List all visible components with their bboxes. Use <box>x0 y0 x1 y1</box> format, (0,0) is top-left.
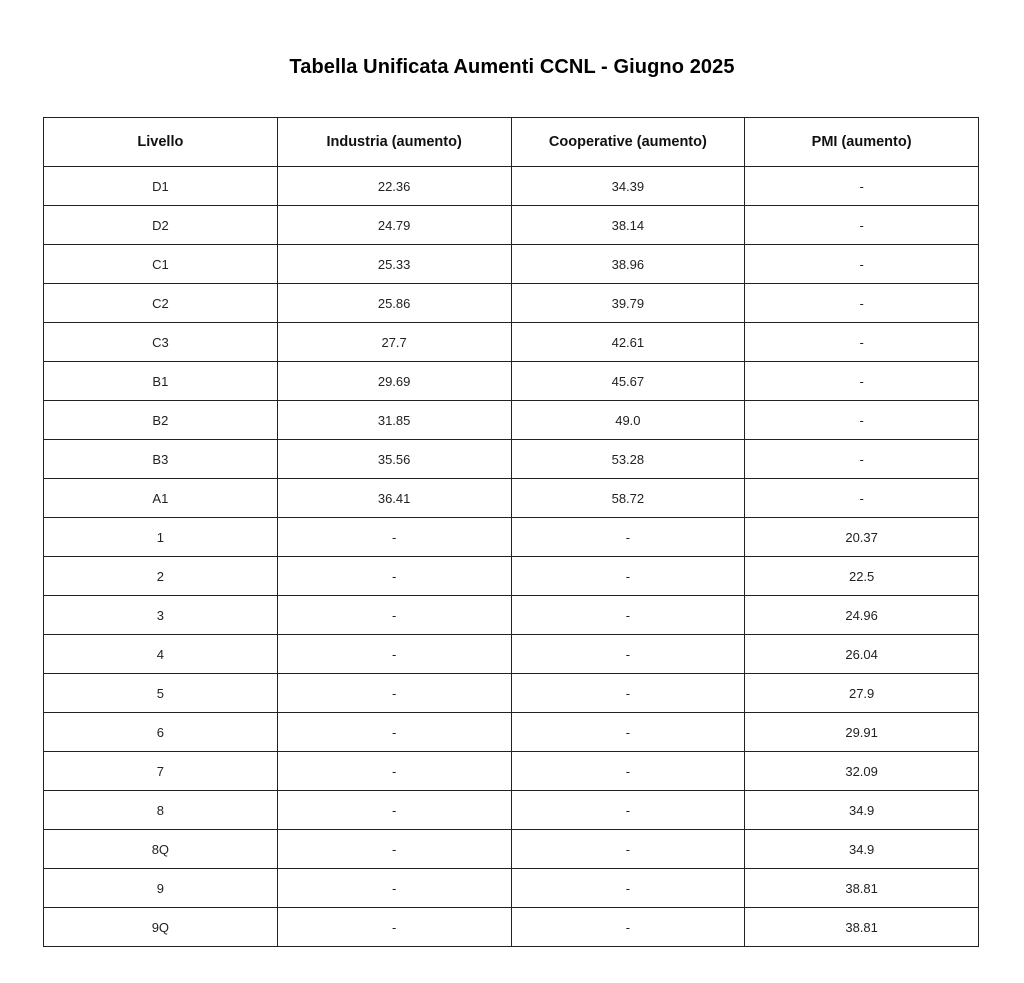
cell-industria: - <box>277 596 511 635</box>
cell-industria: 22.36 <box>277 167 511 206</box>
cell-cooperative: - <box>511 674 745 713</box>
table-row <box>44 752 979 791</box>
cell-livello: 1 <box>44 518 278 557</box>
cell-livello: 3 <box>44 596 278 635</box>
cell-livello: 8Q <box>44 830 278 869</box>
cell-pmi: - <box>745 440 979 479</box>
cell-pmi: 26.04 <box>745 635 979 674</box>
cell-pmi: 38.81 <box>745 869 979 908</box>
table-row <box>44 674 979 713</box>
cell-cooperative: - <box>511 752 745 791</box>
cell-livello: B3 <box>44 440 278 479</box>
cell-pmi: - <box>745 284 979 323</box>
cell-pmi: - <box>745 401 979 440</box>
cell-industria: - <box>277 830 511 869</box>
table-row <box>44 908 979 947</box>
table-row <box>44 635 979 674</box>
cell-industria: - <box>277 869 511 908</box>
table-row <box>44 167 979 206</box>
table-row <box>44 479 979 518</box>
cell-industria: 36.41 <box>277 479 511 518</box>
cell-livello: 4 <box>44 635 278 674</box>
cell-livello: A1 <box>44 479 278 518</box>
table-row <box>44 830 979 869</box>
cell-cooperative: - <box>511 635 745 674</box>
cell-pmi: - <box>745 245 979 284</box>
cell-livello: B1 <box>44 362 278 401</box>
cell-livello: C1 <box>44 245 278 284</box>
cell-cooperative: - <box>511 713 745 752</box>
cell-industria: 25.33 <box>277 245 511 284</box>
cell-industria: - <box>277 557 511 596</box>
cell-industria: - <box>277 908 511 947</box>
cell-industria: 31.85 <box>277 401 511 440</box>
cell-cooperative: - <box>511 791 745 830</box>
cell-cooperative: 42.61 <box>511 323 745 362</box>
cell-cooperative: - <box>511 518 745 557</box>
cell-industria: - <box>277 752 511 791</box>
cell-livello: 8 <box>44 791 278 830</box>
cell-pmi: 34.9 <box>745 830 979 869</box>
cell-livello: 9 <box>44 869 278 908</box>
cell-livello: 6 <box>44 713 278 752</box>
cell-livello: 7 <box>44 752 278 791</box>
table-row <box>44 362 979 401</box>
cell-industria: 29.69 <box>277 362 511 401</box>
cell-pmi: 22.5 <box>745 557 979 596</box>
cell-livello: 2 <box>44 557 278 596</box>
cell-pmi: 20.37 <box>745 518 979 557</box>
increase-table <box>43 117 979 947</box>
column-header-cooperative: Cooperative (aumento) <box>511 118 745 167</box>
document-title: Tabella Unificata Aumenti CCNL - Giugno 2025 <box>289 56 735 78</box>
table-row <box>44 791 979 830</box>
cell-cooperative: 58.72 <box>511 479 745 518</box>
cell-pmi: 24.96 <box>745 596 979 635</box>
cell-cooperative: - <box>511 869 745 908</box>
cell-industria: - <box>277 518 511 557</box>
cell-pmi: - <box>745 323 979 362</box>
cell-cooperative: - <box>511 830 745 869</box>
cell-industria: 25.86 <box>277 284 511 323</box>
table-row <box>44 557 979 596</box>
cell-cooperative: 34.39 <box>511 167 745 206</box>
cell-industria: 35.56 <box>277 440 511 479</box>
cell-cooperative: 39.79 <box>511 284 745 323</box>
table-row <box>44 713 979 752</box>
cell-cooperative: 38.14 <box>511 206 745 245</box>
cell-livello: C3 <box>44 323 278 362</box>
table-row <box>44 596 979 635</box>
cell-pmi: - <box>745 362 979 401</box>
cell-livello: 9Q <box>44 908 278 947</box>
cell-livello: 5 <box>44 674 278 713</box>
header-row <box>44 118 979 167</box>
cell-livello: C2 <box>44 284 278 323</box>
cell-pmi: 27.9 <box>745 674 979 713</box>
table-row <box>44 245 979 284</box>
table-row <box>44 401 979 440</box>
cell-pmi: - <box>745 167 979 206</box>
cell-livello: D2 <box>44 206 278 245</box>
table-row <box>44 323 979 362</box>
cell-pmi: 32.09 <box>745 752 979 791</box>
column-header-pmi: PMI (aumento) <box>745 118 979 167</box>
cell-industria: - <box>277 635 511 674</box>
cell-industria: - <box>277 713 511 752</box>
cell-cooperative: 49.0 <box>511 401 745 440</box>
cell-cooperative: - <box>511 596 745 635</box>
table-row <box>44 869 979 908</box>
column-header-industria: Industria (aumento) <box>277 118 511 167</box>
cell-cooperative: - <box>511 908 745 947</box>
cell-pmi: - <box>745 206 979 245</box>
table-row <box>44 284 979 323</box>
cell-cooperative: 38.96 <box>511 245 745 284</box>
table-row <box>44 440 979 479</box>
cell-cooperative: - <box>511 557 745 596</box>
cell-pmi: - <box>745 479 979 518</box>
table-row <box>44 518 979 557</box>
cell-cooperative: 45.67 <box>511 362 745 401</box>
cell-pmi: 38.81 <box>745 908 979 947</box>
cell-livello: D1 <box>44 167 278 206</box>
table-header <box>44 118 979 167</box>
cell-industria: - <box>277 791 511 830</box>
table-row <box>44 206 979 245</box>
table-body <box>44 167 979 947</box>
cell-industria: 24.79 <box>277 206 511 245</box>
cell-pmi: 34.9 <box>745 791 979 830</box>
cell-cooperative: 53.28 <box>511 440 745 479</box>
cell-pmi: 29.91 <box>745 713 979 752</box>
column-header-livello: Livello <box>44 118 278 167</box>
cell-industria: - <box>277 674 511 713</box>
cell-livello: B2 <box>44 401 278 440</box>
cell-industria: 27.7 <box>277 323 511 362</box>
